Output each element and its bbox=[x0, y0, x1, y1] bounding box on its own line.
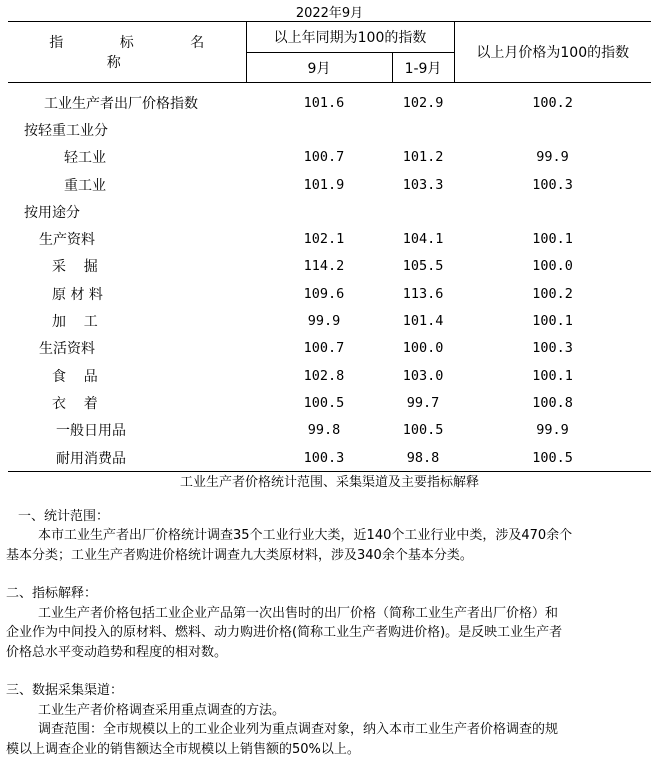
mom-value: 100.3 bbox=[454, 171, 651, 198]
month-value: 102.1 bbox=[246, 225, 392, 252]
month-value: 100.7 bbox=[246, 144, 392, 171]
ytd-value bbox=[392, 198, 454, 225]
report-period: 2022年9月 bbox=[0, 2, 659, 21]
mom-value: 100.8 bbox=[454, 389, 651, 416]
month-value: 100.3 bbox=[246, 444, 392, 472]
row-label: 按用途分 bbox=[8, 198, 246, 225]
notes-section bbox=[0, 469, 659, 759]
table-row bbox=[8, 280, 651, 307]
row-label: 工业生产者出厂价格指数 bbox=[8, 89, 246, 116]
mom-value: 100.1 bbox=[454, 225, 651, 252]
mom-value bbox=[454, 198, 651, 225]
ytd-value: 103.3 bbox=[392, 171, 454, 198]
ytd-value bbox=[392, 116, 454, 143]
mom-value: 100.3 bbox=[454, 335, 651, 362]
row-label: 生产资料 bbox=[8, 225, 246, 252]
month-value: 109.6 bbox=[246, 280, 392, 307]
mom-value: 100.0 bbox=[454, 253, 651, 280]
row-label: 采 掘 bbox=[8, 253, 246, 280]
table-row bbox=[8, 171, 651, 198]
notes-line: 企业作为中间投入的原材料、燃料、动力购进价格(简称工业生产者购进价格)。是反映工业生产者 bbox=[0, 623, 659, 643]
mom-value: 100.2 bbox=[454, 89, 651, 116]
notes-line: 基本分类；工业生产者购进价格统计调查九大类原材料，涉及340余个基本分类。 bbox=[0, 546, 659, 566]
month-value bbox=[246, 116, 392, 143]
notes-line: 调查范围：全市规模以上的工业企业列为重点调查对象，纳入本市工业生产者价格调查的规 bbox=[0, 720, 659, 740]
table-row bbox=[8, 116, 651, 143]
ytd-value: 102.9 bbox=[392, 89, 454, 116]
row-label: 耐用消费品 bbox=[8, 444, 246, 472]
month-value: 114.2 bbox=[246, 253, 392, 280]
table-row bbox=[8, 389, 651, 416]
row-label: 生活资料 bbox=[8, 335, 246, 362]
ytd-value: 98.8 bbox=[392, 444, 454, 472]
month-value bbox=[246, 198, 392, 225]
row-label: 加 工 bbox=[8, 307, 246, 334]
ytd-value: 100.0 bbox=[392, 335, 454, 362]
table-row bbox=[8, 89, 651, 116]
row-label: 一般日用品 bbox=[8, 417, 246, 444]
mom-value: 99.9 bbox=[454, 144, 651, 171]
mom-value: 99.9 bbox=[454, 417, 651, 444]
notes-title: 工业生产者价格统计范围、采集渠道及主要指标解释 bbox=[0, 469, 659, 493]
yoy-group-header: 以上年同期为100的指数 bbox=[246, 22, 454, 53]
ytd-value: 113.6 bbox=[392, 280, 454, 307]
table-row bbox=[8, 198, 651, 225]
ytd-value: 104.1 bbox=[392, 225, 454, 252]
indicator-header-text: 指 标 名 称 bbox=[23, 35, 230, 71]
mom-header: 以上月价格为100的指数 bbox=[454, 22, 651, 83]
notes-line: 本市工业生产者出厂价格统计调查35个工业行业大类，近140个工业行业中类，涉及470余个 bbox=[0, 526, 659, 546]
ytd-value: 100.5 bbox=[392, 417, 454, 444]
table-row bbox=[8, 335, 651, 362]
mom-value: 100.1 bbox=[454, 307, 651, 334]
row-label: 食 品 bbox=[8, 362, 246, 389]
month-value: 101.6 bbox=[246, 89, 392, 116]
row-label: 轻工业 bbox=[8, 144, 246, 171]
row-label: 重工业 bbox=[8, 171, 246, 198]
month-value: 100.7 bbox=[246, 335, 392, 362]
mom-value: 100.1 bbox=[454, 362, 651, 389]
ytd-value: 101.2 bbox=[392, 144, 454, 171]
notes-line: 工业生产者价格包括工业企业产品第一次出售时的出厂价格（简称工业生产者出厂价格）和 bbox=[0, 604, 659, 624]
notes-line: 工业生产者价格调查采用重点调查的方法。 bbox=[0, 701, 659, 721]
ytd-header: 1-9月 bbox=[392, 53, 454, 83]
month-value: 99.8 bbox=[246, 417, 392, 444]
table-row bbox=[8, 444, 651, 472]
section-heading: 二、指标解释： bbox=[0, 584, 659, 604]
row-label: 原 材 料 bbox=[8, 280, 246, 307]
row-label: 衣 着 bbox=[8, 389, 246, 416]
mom-value: 100.5 bbox=[454, 444, 651, 472]
mom-value bbox=[454, 116, 651, 143]
month-header: 9月 bbox=[246, 53, 392, 83]
table-row bbox=[8, 362, 651, 389]
table-row bbox=[8, 225, 651, 252]
ytd-value: 103.0 bbox=[392, 362, 454, 389]
table-row bbox=[8, 417, 651, 444]
month-value: 101.9 bbox=[246, 171, 392, 198]
ytd-value: 105.5 bbox=[392, 253, 454, 280]
table-row bbox=[8, 253, 651, 280]
ytd-value: 101.4 bbox=[392, 307, 454, 334]
notes-line: 模以上调查企业的销售额达全市规模以上销售额的50%以上。 bbox=[0, 740, 659, 759]
month-value: 99.9 bbox=[246, 307, 392, 334]
mom-value: 100.2 bbox=[454, 280, 651, 307]
notes-line: 价格总水平变动趋势和程度的相对数。 bbox=[0, 643, 659, 663]
row-label: 按轻重工业分 bbox=[8, 116, 246, 143]
section-heading: 一、统计范围： bbox=[0, 507, 659, 527]
indicator-header bbox=[8, 22, 246, 83]
month-value: 100.5 bbox=[246, 389, 392, 416]
section-heading: 三、数据采集渠道： bbox=[0, 681, 659, 701]
ytd-value: 99.7 bbox=[392, 389, 454, 416]
table-row bbox=[8, 144, 651, 171]
price-index-table bbox=[8, 21, 651, 472]
table-row bbox=[8, 307, 651, 334]
month-value: 102.8 bbox=[246, 362, 392, 389]
